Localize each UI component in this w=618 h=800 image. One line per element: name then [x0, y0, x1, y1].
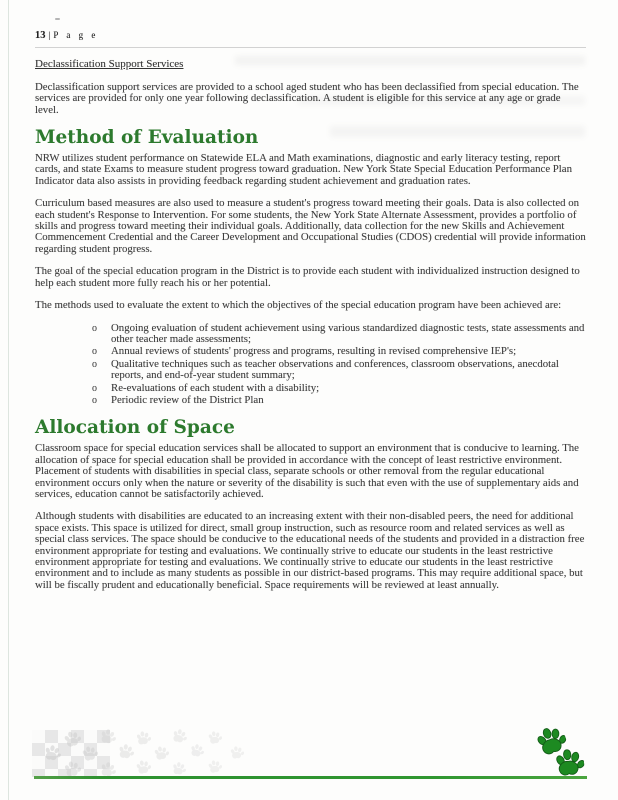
paw-print-watermark-icon: [171, 728, 189, 746]
paragraph: NRW utilizes student performance on Statewide ELA and Math examinations, diagnostic and early literacy testing, report cards, and state Exams to measure student progress toward graduation. New York State Special Education Performance Plan Indicator data also assists in providing feedback regarding student achievement and graduation rates.: [35, 152, 573, 187]
intro-paragraph: Declassification support services are provided to a school aged student who has been declassified from special education. The services are provided for only one year following declassification. A student is eligible for this service at any age or grade level.: [35, 80, 579, 116]
paw-print-watermark-icon: [135, 730, 151, 746]
list-item-text: Re-evaluations of each student with a disability;: [111, 381, 320, 394]
paw-print-watermark-icon: [171, 761, 186, 776]
paragraph: The methods used to evaluate the extent to which the objectives of the special education program have been achieved are:: [35, 299, 562, 312]
paw-print-watermark-icon: [153, 745, 170, 762]
list-item: [92, 346, 586, 357]
paragraph: Although students with disabilities are educated to an increasing extent with their non-disabled peers, the need for additional space exists. This space is utilized for direct, small group instruction, such as resource room and related services as well as special class services. The space should be conducive to the educational needs of the students and provided in a distraction free environment appropriate for testing and evaluations. We continually strive to educate our students in the least restrictive environment appropriate for testing and evaluations. We continually strive to educate our students in the least restrictive environment and to include as many students as possible in our district-based programs. This may require additional space, but will be fiscally prudent and educationally beneficial. Space requirements will be reviewed at least annually.: [35, 510, 585, 591]
list-item-text: Ongoing evaluation of student achievement using various standardized diagnostic tests, state assessments and other teacher made assessments;: [111, 321, 585, 345]
bullet-marker: o: [92, 382, 97, 394]
paragraph: Curriculum based measures are also used to measure a student's progress toward meeting their goals. Data is also collected on each student's Response to Intervention. For some students, the New York State Alternate Assessment, provides a portfolio of skills and progress toward meeting their individual goals. Additionally, data collection for the new Skills and Achievement Commencement Credential and the Career Development and Occupational Studies (CDOS) credential will provide information regarding student progress.: [35, 197, 586, 255]
list-item: [92, 323, 586, 346]
page-content: [35, 30, 586, 602]
paw-print-watermark-icon: [81, 745, 100, 764]
section-title-method-of-evaluation: Method of Evaluation: [35, 127, 259, 149]
paw-print-watermark-icon: [189, 743, 205, 759]
scan-speck-artifact: [55, 18, 60, 20]
scan-edge-artifact: [8, 0, 9, 800]
paw-print-watermark-icon: [207, 759, 223, 775]
footer-rule: [34, 776, 587, 779]
paw-print-watermark-icon: [207, 730, 223, 746]
list-item: [92, 359, 586, 382]
paw-print-watermark-icon: [135, 759, 153, 777]
paw-print-watermark-icon: [117, 743, 135, 761]
subheading-declassification-support-services: Declassification Support Services: [35, 58, 184, 71]
paw-print-icon: [533, 723, 570, 760]
bullet-marker: o: [92, 346, 97, 358]
section-title-allocation-of-space: Allocation of Space: [35, 417, 235, 439]
paw-print-watermark-icon: [99, 728, 118, 747]
bullet-marker: o: [92, 358, 97, 370]
header-separator: |: [48, 31, 51, 41]
bullet-marker: o: [92, 394, 97, 406]
page-header: [35, 30, 586, 48]
paw-print-icon: [554, 748, 586, 780]
list-item-text: Qualitative techniques such as teacher observations and conferences, classroom observations, anecdotal reports, and end-of-year student summary;: [111, 357, 559, 382]
bullet-marker: o: [92, 322, 97, 334]
paragraph: Classroom space for special education services shall be allocated to support an environment that is conducive to learning. The allocation of space for special education shall be provided in accordance with the concept of least restrictive environment. Placement of students with disabilities in special class, separate schools or other removal from the regular educational environment occurs only when the nature or severity of the disability is such that even with the use of supplementary aids and services, education cannot be satisfactorily achieved.: [35, 442, 579, 500]
paw-print-watermark-icon: [229, 745, 244, 760]
paragraph: The goal of the special education program in the District is to provide each student with individualized instruction designed to help each student more fully reach his or her potential.: [35, 265, 580, 289]
list-item-text: Annual reviews of students' progress and programs, resulting in revised comprehensive IEP's;: [111, 345, 517, 358]
paw-print-watermark-pattern: [30, 729, 272, 779]
paw-print-watermark-icon: [43, 744, 62, 763]
evaluation-methods-list: [92, 323, 586, 407]
page-number: 13: [35, 30, 46, 41]
page-word: P a g e: [53, 30, 99, 40]
list-item: [92, 395, 586, 406]
list-item-text: Periodic review of the District Plan: [111, 393, 264, 406]
list-item: [92, 383, 586, 394]
